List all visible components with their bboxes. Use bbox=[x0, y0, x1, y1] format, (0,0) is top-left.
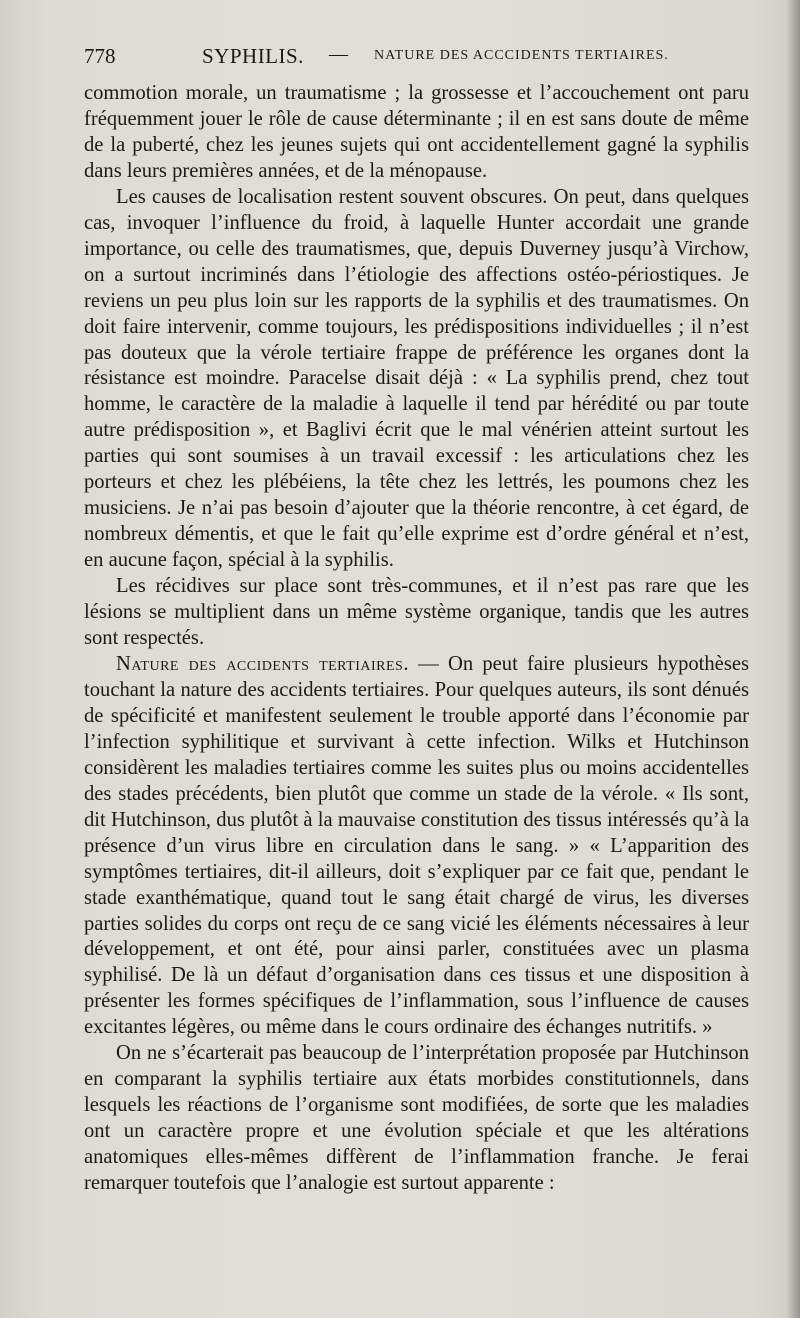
body-text bbox=[84, 81, 749, 1197]
paragraph-with-heading bbox=[84, 652, 749, 1041]
paragraph: Les récidives sur place sont très-communes, et il n’est pas rare que les lésions se multiplient dans un même système organique, tandis que les autres sont respectés. bbox=[84, 575, 749, 650]
paragraph: On ne s’écarterait pas beaucoup de l’interprétation proposée par Hutchinson en comparant la syphilis tertiaire aux états morbides constitutionnels, dans lesquels les réactions de l’organisme sont modifiées, de sorte que les maladies ont un caractère propre et une évolution spéciale et que les altérations anatomiques elles-mêmes diffèrent de l’inflammation franche. Je ferai remarquer toutefois que l’analogie est surtout apparente : bbox=[84, 1042, 749, 1195]
paragraph: commotion morale, un traumatisme ; la grossesse et l’accouchement ont paru fréquemment jouer le rôle de cause déterminante ; il en est sans doute de même de la puberté, chez les jeunes sujets qui ont accidentellement gagné la syphilis dans leurs premières années, et de la ménopause. bbox=[84, 82, 749, 182]
section-subtitle: NATURE DES ACCCIDENTS TERTIAIRES. bbox=[374, 48, 669, 63]
paragraph-text: — On peut faire plusieurs hypothèses touchant la nature des accidents tertiaires. Pour quelques auteurs, ils sont dénués de spécificité et manifestent seulement le trouble apporté dans l’économie par l’infection syphilitique et survivant à cette infection. Wilks et Hutchinson considèrent les maladies tertiaires comme les suites plus ou moins accidentelles des stades précédents, bien plutôt que comme un stade de la vérole. « Ils sont, dit Hutchinson, dus plutôt à la mauvaise constitution des tissus intéressés qu’à la présence d’un virus libre en circulation dans le sang. » « L’apparition des symptômes tertiaires, dit-il ailleurs, doit s’expliquer par ce fait que, pendant le stade exanthématique, quand tout le sang était chargé de virus, les diverses parties solides du corps ont reçu de ce sang vicié les éléments nécessaires à leur développement, et ont été, pour ainsi parler, constituées avec un plasma syphilisé. De là un défaut d’organisation dans ces tissus et une disposition à présenter les formes spécifiques de l’inflammation, sous l’influence de causes excitantes légères, ou même dans le cours ordinaire des échanges nutritifs. » bbox=[84, 652, 749, 1039]
paragraph: Les causes de localisation restent souvent obscures. On peut, dans quelques cas, invoquer l’influence du froid, à laquelle Hunter accordait une grande importance, ou celle des traumatismes, que, depuis Duverney jusqu’à Virchow, on a surtout incriminés dans l’étiologie des affections ostéo-périostiques. Je reviens un peu plus loin sur les rapports de la syphilis et des traumatismes. On doit faire intervenir, comme toujours, les prédispositions individuelles ; il n’est pas douteux que la vérole tertiaire frappe de préférence les organes dont la résistance est moindre. Paracelse disait déjà : « La syphilis prend, chez tout homme, le caractère de la maladie à laquelle il tend par hérédité ou par toute autre prédisposition », et Baglivi écrit que le mal vénérien atteint surtout les parties qui sont soumises à un travail excessif : les articulations chez les porteurs et chez les plébéiens, la tête chez les lettrés, les poumons chez les musiciens. Je n’ai pas besoin d’ajouter que la théorie rencontre, à cet égard, de nombreux démentis, et que le fait qu’elle exprime est d’ordre général et n’est, en aucune façon, spécial à la syphilis. bbox=[84, 185, 749, 572]
page-number: 778 bbox=[84, 44, 116, 68]
running-header bbox=[84, 44, 764, 74]
chapter-title: SYPHILIS. bbox=[202, 44, 304, 68]
header-dash: — bbox=[329, 44, 348, 65]
section-heading: Nature des accidents tertiaires. bbox=[116, 652, 409, 675]
